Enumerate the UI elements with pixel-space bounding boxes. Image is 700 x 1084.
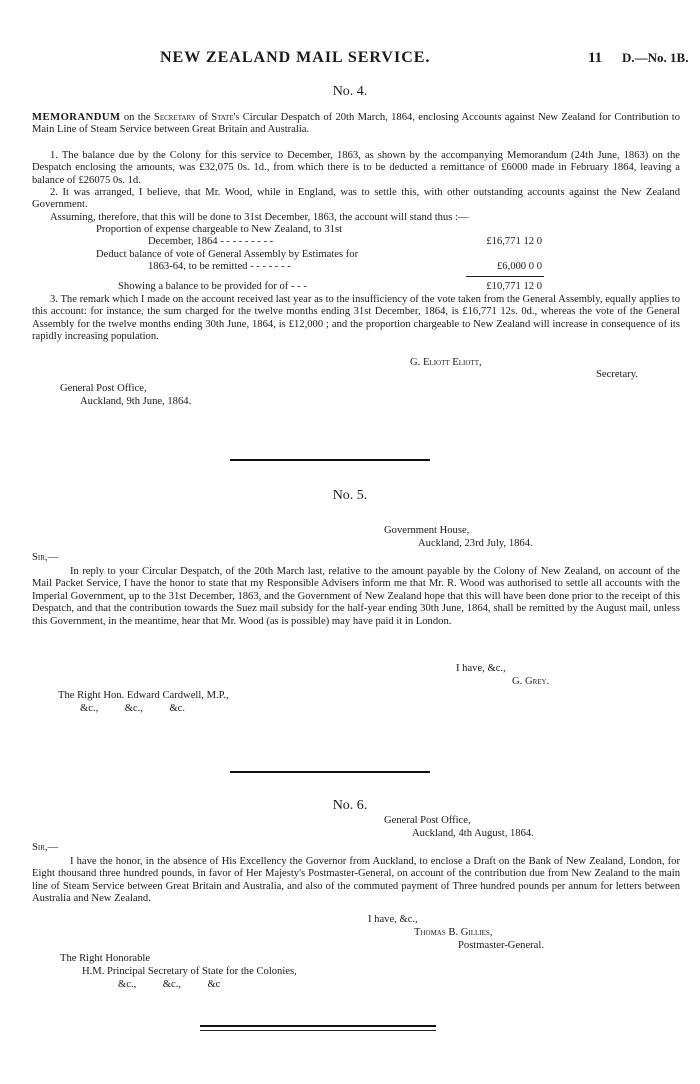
memorandum-label: MEMORANDUM (32, 112, 121, 123)
address-line1-no5: Government House, (384, 525, 470, 536)
recipient-line1-no5: The Right Hon. Edward Cardwell, M.P., (58, 690, 229, 701)
section-divider-2 (230, 771, 430, 773)
account-row2-line2: 1863-64, to be remitted - - - - - - - (148, 261, 291, 272)
signature-title-postmaster: Postmaster-General. (458, 940, 544, 951)
memorandum-title (32, 112, 680, 137)
body-no6: I have the honor, in the absence of His Excellency the Governor from Auckland, to enclose a Draft on the Bank of New Zealand, London, for Eight thousand three hundred pounds, in favor of Her Majesty's Postmaster-General, on account of the contribution due from New Zealand to the main line of Steam Service between Great Britain and Australia, and also of the commuted payment of Three hundred pounds per annum for letters between Australia and New Zealand. (32, 856, 680, 905)
signature-eliott: G. Eliott Eliott, (410, 357, 482, 368)
recipient-line1-no6: The Right Honorable (60, 953, 151, 964)
end-rule-2 (200, 1030, 436, 1031)
section-divider-1 (230, 459, 430, 461)
page-header-title: NEW ZEALAND MAIL SERVICE. (160, 49, 431, 66)
account-row1-amount: £16,771 12 0 (486, 236, 542, 247)
section-heading-no4: No. 4. (332, 84, 368, 99)
signature-gillies: Thomas B. Gillies, (414, 927, 493, 938)
place-line1-no4: General Post Office, (60, 383, 147, 394)
memo-sc-state: State's (211, 112, 240, 123)
salutation-no5: Sir,— (32, 552, 59, 563)
memo-sc-secretary: Secretary (153, 112, 196, 123)
recipient-line2-no6: H.M. Principal Secretary of State for the Colonies, (82, 966, 297, 977)
memo-text-b: of (195, 112, 212, 123)
paragraph-1: 1. The balance due by the Colony for this service to December, 1863, as shown by the accompanying Memorandum (24th June, 1863) on the Despatch enclosing the amounts, was £32,075 0s. 1d., from which there is to be deducted a remittance of £6000 made in February 1864, leaving a balance of £26075 0s. 1d. (32, 150, 680, 186)
account-sum-rule (466, 276, 544, 277)
account-row1-line1: Proportion of expense chargeable to New Zealand, to 31st (96, 224, 343, 235)
account-total-amount: £10,771 12 0 (486, 281, 542, 292)
page-number: 11 (588, 50, 603, 66)
address-line1-no6: General Post Office, (384, 815, 471, 826)
signature-grey: G. Grey. (512, 676, 550, 687)
account-total-label: Showing a balance to be provided for of - - - (118, 281, 307, 292)
signature-title-secretary: Secretary. (596, 369, 638, 380)
place-line2-no4: Auckland, 9th June, 1864. (80, 396, 192, 407)
memo-text-c: Circular Despatch of 20th March, 1864, enclosing Accounts against New Zealand for Contribution to Main Line of Steam Service between Great Britain and Australia. (32, 112, 681, 136)
recipient-line2-no5: &c., &c., &c. (80, 703, 186, 714)
memo-text-a: on the (120, 112, 154, 123)
paragraph-3: 3. The remark which I made on the account received last year as to the insufficiency of the vote taken from the General Assembly, equally applies to this account: for instance, the sum charged for the twelve months ending 31st December, 1864, is £16,771 12s. 0d., whereas the vote of the General Assembly for the twelve months ending 30th June, 1864, is £12,000 ; and the proportion chargeable to New Zealand will increase in consequence of its rapidly increasing population. (32, 294, 680, 343)
address-line2-no6: Auckland, 4th August, 1864. (412, 828, 534, 839)
address-line2-no5: Auckland, 23rd July, 1864. (418, 538, 533, 549)
paragraph-2: 2. It was arranged, I believe, that Mr. Wood, while in England, was to settle this, with other outstanding accounts against the New Zealand Government. (32, 187, 680, 211)
body-no5: In reply to your Circular Despatch, of the 20th March last, relative to the amount payable by the Colony of New Zealand, on account of the Mail Packet Service, I have the honor to state that my Responsible Advisers inform me that Mr. R. Wood was authorised to settle all accounts with the Imperial Government, up to the 31st December, 1863, and the Government of New Zealand hope that this will have been done prior to the receipt of this Despatch, and that the contribution towards the Suez mail subsidy for the half-year ending 30th June, 1864, shall be remitted by the August mail, unless this Government, in the meantime, hear that Mr. Wood (as is possible) may have paid it in London. (32, 566, 680, 627)
section-heading-no5: No. 5. (332, 488, 368, 503)
closing-no5: I have, &c., (456, 663, 506, 674)
salutation-no6: Sir,— (32, 842, 59, 853)
account-row2-line1: Deduct balance of vote of General Assembly by Estimates for (96, 249, 359, 260)
closing-no6: I have, &c., (368, 914, 418, 925)
account-row1-line2: December, 1864 - - - - - - - - - (148, 236, 274, 247)
document-reference: D.—No. 1B. (622, 50, 689, 65)
section-heading-no6: No. 6. (332, 798, 368, 813)
end-rule-1 (200, 1025, 436, 1027)
account-intro: Assuming, therefore, that this will be done to 31st December, 1863, the account will stand thus :— (50, 212, 469, 223)
account-row2-amount: £6,000 0 0 (496, 261, 542, 272)
recipient-line3-no6: &c., &c., &c (118, 979, 221, 990)
